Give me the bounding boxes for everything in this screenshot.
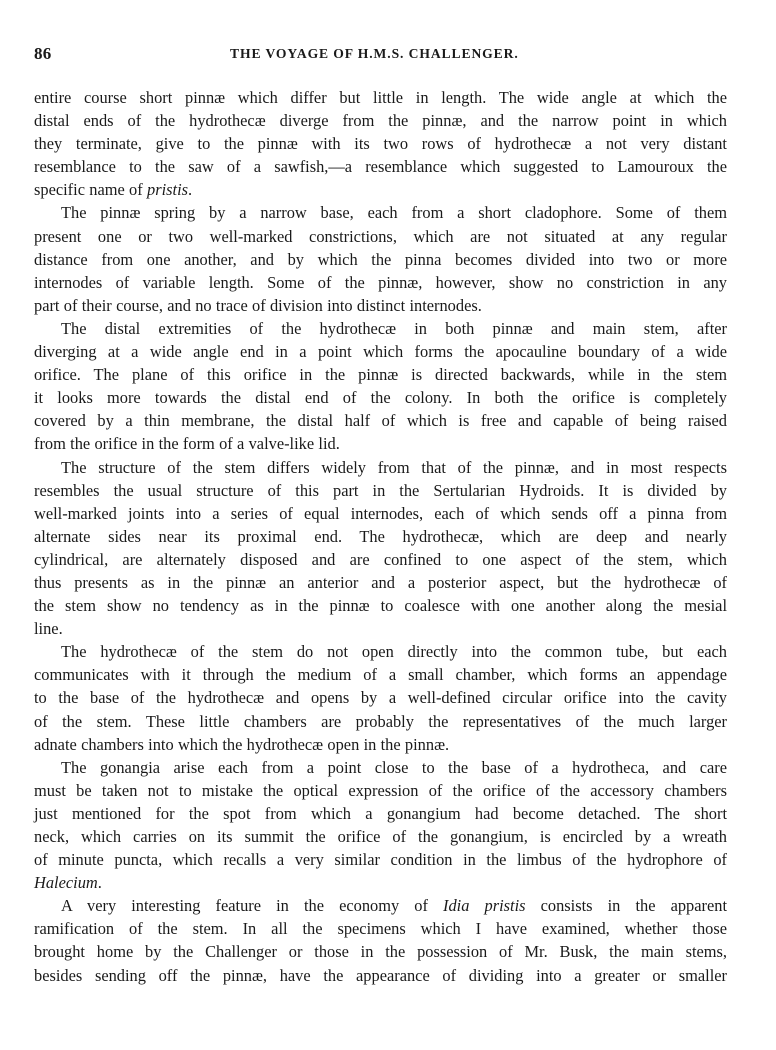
body-paragraph — [34, 894, 727, 986]
text-line — [34, 340, 727, 363]
text-run: thus presents as in the pinnæ an anterior and a posterior aspect, but the hydrothecæ of — [34, 572, 727, 592]
text-run: they terminate, give to the pinnæ with its two rows of hydrothecæ a not very distant — [34, 134, 727, 154]
text-line — [34, 479, 727, 502]
text-line — [34, 917, 727, 940]
text-line — [34, 871, 727, 894]
text-run: adnate chambers into which the hydrothecæ open in the pinnæ. — [34, 734, 450, 754]
text-run: distance from one another, and by which the pinna becomes divided into two or more — [34, 249, 727, 269]
text-run: the stem show no tendency as in the pinnæ to coalesce with one another along the mesial — [34, 596, 727, 616]
text-run: covered by a thin membrane, the distal half of which is free and capable of being raised — [34, 411, 727, 431]
text-line — [34, 848, 727, 871]
text-line — [34, 617, 727, 640]
text-run: The hydrothecæ of the stem do not open directly into the common tube, but each — [61, 642, 727, 662]
text-run: The distal extremities of the hydrothecæ in both pinnæ and main stem, after — [61, 318, 727, 338]
text-run: ramification of the stem. In all the specimens which I have examined, whether those — [34, 919, 727, 939]
text-run: entire course short pinnæ which differ but little in length. The wide angle at which the — [34, 88, 727, 107]
text-line — [34, 756, 727, 779]
text-run: resemblance to the saw of a sawfish,—a resemblance which suggested to Lamouroux the — [34, 157, 727, 177]
text-line — [34, 178, 727, 201]
text-line — [34, 571, 727, 594]
text-line — [34, 686, 727, 709]
text-line — [34, 940, 727, 963]
text-line — [34, 317, 727, 340]
text-run: of the stem. These little chambers are probably the representatives of the much larger — [34, 711, 727, 731]
text-run: The structure of the stem differs widely from that of the pinnæ, and in most respects — [61, 457, 727, 477]
text-run: brought home by the Challenger or those in the possession of Mr. Busk, the main stems, — [34, 942, 727, 962]
text-run: cylindrical, are alternately disposed and are confined to one aspect of the stem, which — [34, 549, 727, 569]
body-paragraph — [34, 456, 727, 641]
text-run: present one or two well-marked constrictions, which are not situated at any regular — [34, 226, 727, 246]
text-line — [34, 86, 727, 109]
text-run: just mentioned for the spot from which a gonangium had become detached. The short — [34, 803, 727, 823]
text-line — [34, 132, 727, 155]
text-line — [34, 201, 727, 224]
text-run: communicates with it through the medium of a small chamber, which forms an appendage — [34, 665, 727, 685]
text-line — [34, 548, 727, 571]
text-line — [34, 271, 727, 294]
text-run: . — [97, 873, 102, 893]
text-line — [34, 363, 727, 386]
body-paragraph — [34, 86, 727, 201]
text-run: must be taken not to mistake the optical expression of the orifice of the accessory chambers — [34, 780, 727, 800]
page-number: 86 — [34, 44, 52, 63]
text-run: internodes of variable length. Some of the pinnæ, however, show no constriction in any — [34, 272, 727, 292]
body-paragraph — [34, 640, 727, 755]
text-run: from the orifice in the form of a valve-like lid. — [34, 434, 340, 454]
text-line — [34, 594, 727, 617]
text-run: The pinnæ spring by a narrow base, each from a short cladophore. Some of them — [61, 203, 727, 223]
running-head — [34, 44, 727, 68]
text-run: besides sending off the pinnæ, have the appearance of dividing into a greater or smaller — [34, 965, 727, 985]
text-run: distal ends of the hydrothecæ diverge from the pinnæ, and the narrow point in which — [34, 111, 727, 131]
text-line — [34, 802, 727, 825]
text-line — [34, 502, 727, 525]
text-run: well-marked joints into a series of equal internodes, each of which sends off a pinna from — [34, 503, 727, 523]
text-run: neck, which carries on its summit the orifice of the gonangium, is encircled by a wreath — [34, 827, 727, 846]
text-line — [34, 155, 727, 178]
text-run: line. — [34, 619, 63, 639]
text-line — [34, 294, 727, 317]
italic-taxon: Idia pristis — [443, 896, 526, 916]
text-run: orifice. The plane of this orifice in the pinnæ is directed backwards, while in the stem — [34, 365, 727, 385]
text-line — [34, 432, 727, 455]
text-run: A very interesting feature in the economy of — [61, 896, 444, 916]
text-line — [34, 779, 727, 802]
body-paragraph — [34, 756, 727, 895]
text-line — [34, 733, 727, 756]
text-line — [34, 964, 727, 987]
text-line — [34, 225, 727, 248]
text-line — [34, 409, 727, 432]
text-line — [34, 894, 727, 917]
body-paragraph — [34, 201, 727, 316]
text-run: of minute puncta, which recalls a very similar condition in the limbus of the hydrophore of — [34, 850, 727, 870]
text-line — [34, 386, 727, 409]
text-line — [34, 710, 727, 733]
text-run: alternate sides near its proximal end. The hydrothecæ, which are deep and nearly — [34, 526, 727, 546]
text-run: part of their course, and no trace of division into distinct internodes. — [34, 295, 482, 315]
text-run: it looks more towards the distal end of the colony. In both the orifice is completely — [34, 388, 727, 408]
text-run: resembles the usual structure of this part in the Sertularian Hydroids. It is divided by — [34, 480, 727, 500]
page-body — [34, 86, 727, 987]
text-line — [34, 640, 727, 663]
text-run: . — [188, 180, 193, 200]
text-line — [34, 248, 727, 271]
text-line — [34, 525, 727, 548]
body-paragraph — [34, 317, 727, 456]
italic-taxon: Halecium — [34, 873, 98, 893]
text-run: to the base of the hydrothecæ and opens by a well-defined circular orifice into the cavity — [34, 688, 727, 708]
text-line — [34, 825, 727, 848]
italic-taxon: pristis — [147, 180, 189, 200]
text-line — [34, 663, 727, 686]
text-run: diverging at a wide angle end in a point which forms the apocauline boundary of a wide — [34, 342, 727, 362]
text-run: specific name of — [34, 180, 148, 200]
text-line — [34, 456, 727, 479]
text-run: consists in the apparent — [525, 896, 728, 916]
running-title: THE VOYAGE OF H.M.S. CHALLENGER. — [230, 46, 519, 61]
text-run: The gonangia arise each from a point close to the base of a hydrotheca, and care — [61, 757, 727, 777]
text-line — [34, 109, 727, 132]
